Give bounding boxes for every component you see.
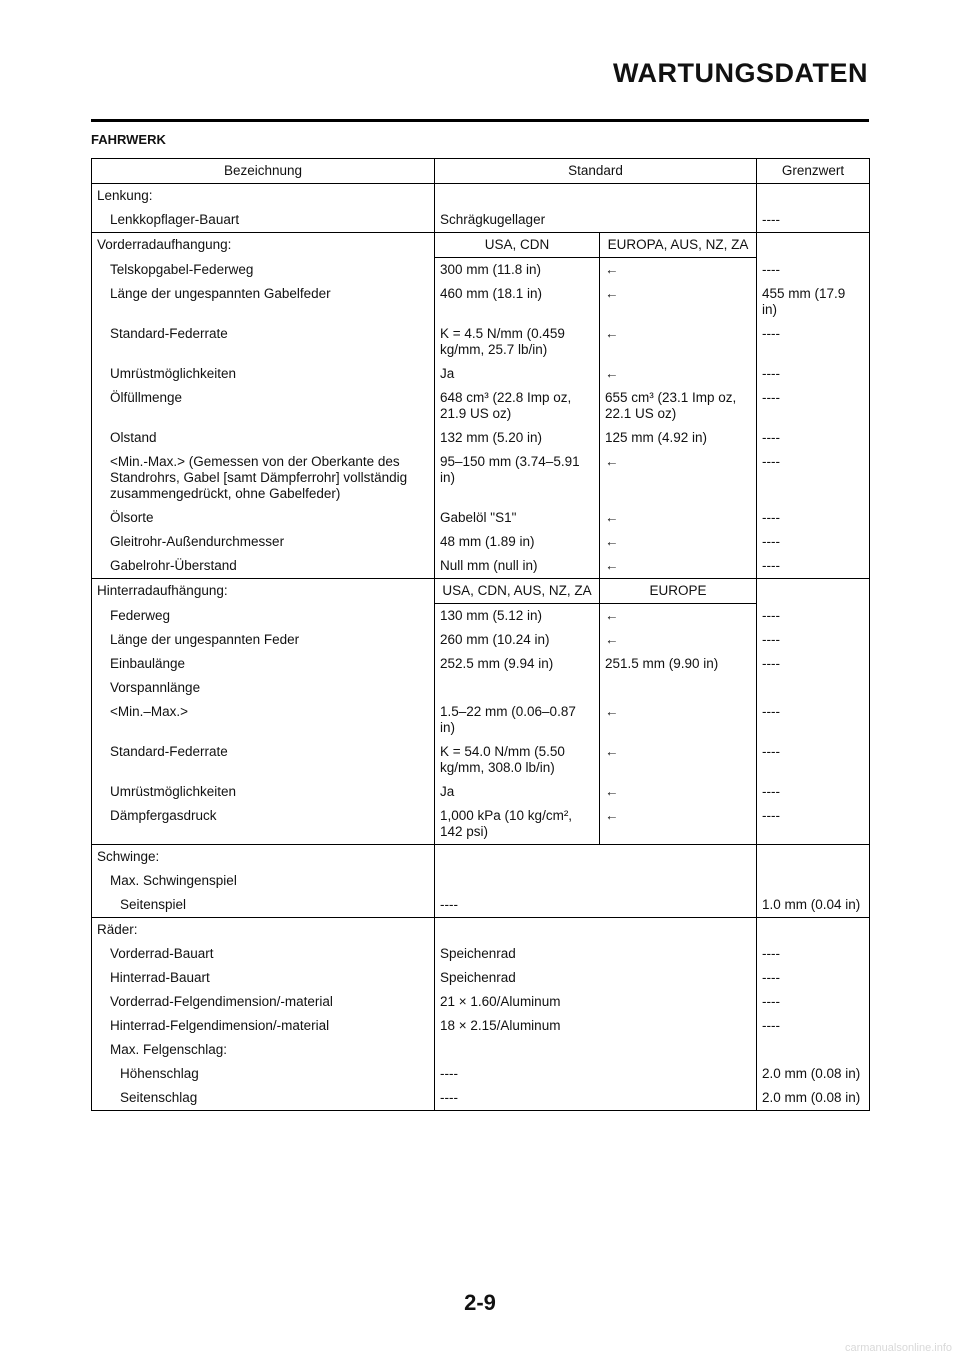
row-standard-2: ←	[600, 362, 757, 386]
row-standard-2: ←	[600, 700, 757, 740]
group-label: Lenkung:	[92, 184, 435, 209]
row-standard: Speichenrad	[435, 966, 757, 990]
row-standard-2: ←	[600, 554, 757, 579]
region-2: EUROPE	[600, 579, 757, 604]
row-standard-2	[600, 676, 757, 700]
table-row	[92, 966, 870, 990]
row-name: Ölfüllmenge	[92, 386, 435, 426]
row-name: <Min.–Max.>	[92, 700, 435, 740]
table-row	[92, 700, 870, 740]
row-standard-2: ←	[600, 804, 757, 845]
row-limit: ----	[757, 990, 870, 1014]
row-limit: ----	[757, 1014, 870, 1038]
table-row	[92, 450, 870, 506]
region-1: USA, CDN	[435, 233, 600, 258]
row-name: Olstand	[92, 426, 435, 450]
row-name: Vorderrad-Felgendimension/-material	[92, 990, 435, 1014]
row-standard: 21 × 1.60/Aluminum	[435, 990, 757, 1014]
row-standard-1: 648 cm³ (22.8 Imp oz, 21.9 US oz)	[435, 386, 600, 426]
front-rows	[92, 258, 870, 579]
row-standard-2: ←	[600, 450, 757, 506]
row-standard-1: 95–150 mm (3.74–5.91 in)	[435, 450, 600, 506]
wheel-rows	[92, 942, 870, 1038]
table-row	[92, 893, 870, 918]
row-standard: ----	[435, 893, 757, 918]
section-heading: FAHRWERK	[91, 132, 166, 147]
row-limit: ----	[757, 322, 870, 362]
row-name: Telskopgabel-Federweg	[92, 258, 435, 283]
row-limit: ----	[757, 804, 870, 845]
table-row	[92, 652, 870, 676]
row-limit: 1.0 mm (0.04 in)	[757, 893, 870, 918]
row-standard-1: Ja	[435, 362, 600, 386]
row-name: Länge der ungespannten Feder	[92, 628, 435, 652]
rear-rows	[92, 604, 870, 845]
group-label: Hinterradaufhängung:	[92, 579, 435, 604]
row-standard-2: 251.5 mm (9.90 in)	[600, 652, 757, 676]
group-label: Vorderradaufhangung:	[92, 233, 435, 258]
row-name: Seitenspiel	[92, 893, 435, 918]
row-standard-2: ←	[600, 740, 757, 780]
page-number: 2-9	[464, 1290, 496, 1315]
row-name: Hinterrad-Felgendimension/-material	[92, 1014, 435, 1038]
row-standard-1: 460 mm (18.1 in)	[435, 282, 600, 322]
row-name: Ölsorte	[92, 506, 435, 530]
row-standard: ----	[435, 1062, 757, 1086]
row-name: Lenkkopflager-Bauart	[92, 208, 435, 233]
row-standard-2: ←	[600, 506, 757, 530]
row-standard-2: ←	[600, 282, 757, 322]
row-limit: ----	[757, 652, 870, 676]
row-name: Hinterrad-Bauart	[92, 966, 435, 990]
row-name: Federweg	[92, 604, 435, 629]
table-row	[92, 258, 870, 283]
row-standard: Speichenrad	[435, 942, 757, 966]
table-row	[92, 1038, 870, 1062]
table-row	[92, 1062, 870, 1086]
row-standard-1: Gabelöl "S1"	[435, 506, 600, 530]
row-limit	[757, 676, 870, 700]
row-limit: 2.0 mm (0.08 in)	[757, 1062, 870, 1086]
table-row	[92, 918, 870, 943]
page-title: WARTUNGSDATEN	[613, 58, 868, 88]
row-name: Höhenschlag	[92, 1062, 435, 1086]
row-limit: ----	[757, 966, 870, 990]
row-limit: ----	[757, 426, 870, 450]
row-name: Dämpfergasdruck	[92, 804, 435, 845]
row-limit: ----	[757, 942, 870, 966]
header-limit: Grenzwert	[757, 159, 870, 184]
table-row	[92, 942, 870, 966]
spec-table	[91, 158, 870, 1111]
table-row	[92, 233, 870, 258]
row-name: Seitenschlag	[92, 1086, 435, 1111]
row-name: Gleitrohr-Außendurchmesser	[92, 530, 435, 554]
table-row	[92, 604, 870, 629]
row-limit: ----	[757, 208, 870, 233]
table-row	[92, 530, 870, 554]
group-label: Räder:	[92, 918, 435, 943]
row-name: Standard-Federrate	[92, 322, 435, 362]
row-limit: ----	[757, 780, 870, 804]
runout-rows	[92, 1062, 870, 1111]
row-limit: 455 mm (17.9 in)	[757, 282, 870, 322]
row-standard-1: Null mm (null in)	[435, 554, 600, 579]
row-name: Max. Schwingenspiel	[92, 869, 435, 893]
table-row	[92, 506, 870, 530]
row-standard-1: 132 mm (5.20 in)	[435, 426, 600, 450]
row-name: Umrüstmöglichkeiten	[92, 362, 435, 386]
title-rule	[91, 119, 869, 122]
region-2: EUROPA, AUS, NZ, ZA	[600, 233, 757, 258]
table-row	[92, 184, 870, 209]
row-limit: ----	[757, 506, 870, 530]
row-standard-2: ←	[600, 322, 757, 362]
row-name: Länge der ungespannten Gabelfeder	[92, 282, 435, 322]
row-standard-2: 125 mm (4.92 in)	[600, 426, 757, 450]
row-name: <Min.-Max.> (Gemessen von der Oberkante des Standrohrs, Gabel [samt Dämpferrohr] vollständig zusammengedrückt, ohne Gabelfeder)	[92, 450, 435, 506]
row-standard-1: 300 mm (11.8 in)	[435, 258, 600, 283]
row-standard: ----	[435, 1086, 757, 1111]
row-name: Umrüstmöglichkeiten	[92, 780, 435, 804]
row-standard-1: K = 54.0 N/mm (5.50 kg/mm, 308.0 lb/in)	[435, 740, 600, 780]
table-row	[92, 362, 870, 386]
row-limit: ----	[757, 362, 870, 386]
row-limit: ----	[757, 604, 870, 629]
row-standard-1: K = 4.5 N/mm (0.459 kg/mm, 25.7 lb/in)	[435, 322, 600, 362]
table-row	[92, 676, 870, 700]
row-standard-2: ←	[600, 258, 757, 283]
row-name: Max. Felgenschlag:	[92, 1038, 435, 1062]
row-standard-1: 48 mm (1.89 in)	[435, 530, 600, 554]
table-row	[92, 804, 870, 845]
table-row	[92, 628, 870, 652]
row-standard-1: 130 mm (5.12 in)	[435, 604, 600, 629]
row-standard-2: ←	[600, 628, 757, 652]
table-row	[92, 426, 870, 450]
row-limit: ----	[757, 700, 870, 740]
row-standard-1: Ja	[435, 780, 600, 804]
region-1: USA, CDN, AUS, NZ, ZA	[435, 579, 600, 604]
row-standard-2: ←	[600, 604, 757, 629]
group-label: Schwinge:	[92, 845, 435, 870]
table-row	[92, 780, 870, 804]
row-standard-1: 1.5–22 mm (0.06–0.87 in)	[435, 700, 600, 740]
row-limit: ----	[757, 554, 870, 579]
table-row	[92, 990, 870, 1014]
table-row	[92, 845, 870, 870]
table-row	[92, 282, 870, 322]
table-row	[92, 554, 870, 579]
table-row	[92, 740, 870, 780]
row-name: Vorderrad-Bauart	[92, 942, 435, 966]
row-standard-1: 252.5 mm (9.94 in)	[435, 652, 600, 676]
row-standard: 18 × 2.15/Aluminum	[435, 1014, 757, 1038]
row-name: Standard-Federrate	[92, 740, 435, 780]
row-standard: Schrägkugellager	[435, 208, 757, 233]
row-name: Gabelrohr-Überstand	[92, 554, 435, 579]
row-limit: ----	[757, 628, 870, 652]
table-row	[92, 386, 870, 426]
row-limit: ----	[757, 740, 870, 780]
row-limit: ----	[757, 386, 870, 426]
table-row	[92, 1014, 870, 1038]
row-name: Einbaulänge	[92, 652, 435, 676]
footer-watermark: carmanualsonline.info	[844, 1342, 952, 1354]
table-row	[92, 322, 870, 362]
row-limit: ----	[757, 450, 870, 506]
table-header	[92, 159, 870, 184]
table-row	[92, 1086, 870, 1111]
row-limit: ----	[757, 258, 870, 283]
row-standard-2: 655 cm³ (23.1 Imp oz, 22.1 US oz)	[600, 386, 757, 426]
row-name: Vorspannlänge	[92, 676, 435, 700]
table-row	[92, 579, 870, 604]
table-row	[92, 869, 870, 893]
row-standard-2: ←	[600, 780, 757, 804]
row-standard-1	[435, 676, 600, 700]
header-standard: Standard	[435, 159, 757, 184]
row-limit: 2.0 mm (0.08 in)	[757, 1086, 870, 1111]
row-standard-1: 1,000 kPa (10 kg/cm², 142 psi)	[435, 804, 600, 845]
row-standard-1: 260 mm (10.24 in)	[435, 628, 600, 652]
row-standard-2: ←	[600, 530, 757, 554]
table-row	[92, 208, 870, 233]
row-limit: ----	[757, 530, 870, 554]
header-name: Bezeichnung	[92, 159, 435, 184]
